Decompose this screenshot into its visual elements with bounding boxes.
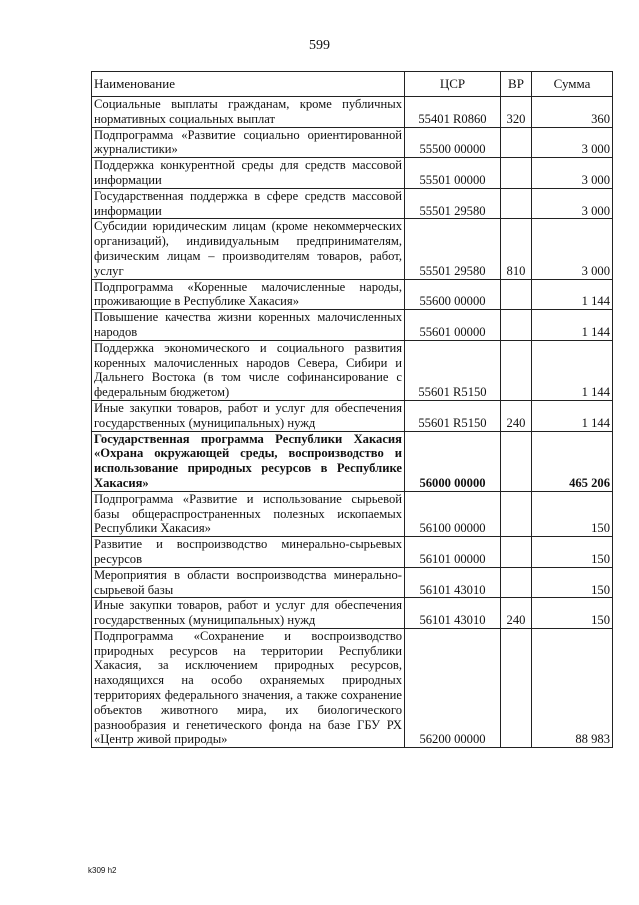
row-csr: 56200 00000 <box>405 628 501 747</box>
row-csr: 55501 00000 <box>405 158 501 189</box>
row-vr: 320 <box>501 97 532 128</box>
page-number: 599 <box>309 38 330 53</box>
row-name: Социальные выплаты гражданам, кроме публичных нормативных социальных выплат <box>92 97 405 128</box>
row-name: Подпрограмма «Развитие социально ориентированной журналистики» <box>92 127 405 158</box>
row-name: Мероприятия в области воспроизводства минерально-сырьевой базы <box>92 567 405 598</box>
row-name: Поддержка конкурентной среды для средств массовой информации <box>92 158 405 189</box>
row-name: Подпрограмма «Развитие и использование сырьевой базы общераспространенных полезных ископаемых Республики Хакасия» <box>92 491 405 536</box>
row-name: Развитие и воспроизводство минерально-сырьевых ресурсов <box>92 537 405 568</box>
row-vr: 810 <box>501 219 532 279</box>
table-row <box>92 628 613 747</box>
row-sum: 465 206 <box>532 431 613 491</box>
row-csr: 56101 43010 <box>405 567 501 598</box>
row-sum: 1 144 <box>532 310 613 341</box>
row-sum: 150 <box>532 567 613 598</box>
row-vr <box>501 567 532 598</box>
row-csr: 55501 29580 <box>405 219 501 279</box>
row-csr: 56101 43010 <box>405 598 501 629</box>
row-vr <box>501 537 532 568</box>
header-sum: Сумма <box>532 72 613 97</box>
row-sum: 3 000 <box>532 219 613 279</box>
row-vr <box>501 628 532 747</box>
row-sum: 360 <box>532 97 613 128</box>
row-csr: 56100 00000 <box>405 491 501 536</box>
row-name: Поддержка экономического и социального развития коренных малочисленных народов Севера, Сибири и Дальнего Востока (в том числе софинансирование с федеральным бюджетом) <box>92 340 405 400</box>
row-name: Иные закупки товаров, работ и услуг для обеспечения государственных (муниципальных) нужд <box>92 598 405 629</box>
row-sum: 1 144 <box>532 400 613 431</box>
row-name: Субсидии юридическим лицам (кроме некоммерческих организаций), индивидуальным предпринимателям, физическим лицам – производителям товаров, работ, услуг <box>92 219 405 279</box>
row-csr: 56000 00000 <box>405 431 501 491</box>
row-name: Подпрограмма «Сохранение и воспроизводство природных ресурсов на территории Республики Хакасия, за исключением природных ресурсов, находящихся на особо охраняемых природных территориях федерального значения, а также сохранение объектов животного мира, их биологического разнообразия и генетического фонда на базе ГБУ РХ «Центр живой природы» <box>92 628 405 747</box>
row-sum: 3 000 <box>532 188 613 219</box>
row-name: Государственная поддержка в сфере средств массовой информации <box>92 188 405 219</box>
row-csr: 55401 R0860 <box>405 97 501 128</box>
table-row <box>92 279 613 310</box>
row-sum: 1 144 <box>532 340 613 400</box>
row-name: Иные закупки товаров, работ и услуг для обеспечения государственных (муниципальных) нужд <box>92 400 405 431</box>
row-sum: 3 000 <box>532 158 613 189</box>
row-vr <box>501 279 532 310</box>
table-row <box>92 598 613 629</box>
table-row-program <box>92 431 613 491</box>
table-row <box>92 491 613 536</box>
row-vr <box>501 310 532 341</box>
row-csr: 55600 00000 <box>405 279 501 310</box>
row-vr: 240 <box>501 400 532 431</box>
footer-code: k309 h2 <box>88 866 117 875</box>
table-row <box>92 97 613 128</box>
row-vr <box>501 431 532 491</box>
table-row <box>92 158 613 189</box>
table-row <box>92 219 613 279</box>
budget-table <box>91 71 613 748</box>
table-header-row <box>92 72 613 97</box>
header-name: Наименование <box>92 72 405 97</box>
header-vr: ВР <box>501 72 532 97</box>
table-row <box>92 340 613 400</box>
row-csr: 55501 29580 <box>405 188 501 219</box>
table-row <box>92 310 613 341</box>
table-row <box>92 188 613 219</box>
row-vr <box>501 127 532 158</box>
table-row <box>92 400 613 431</box>
row-sum: 150 <box>532 537 613 568</box>
row-sum: 150 <box>532 491 613 536</box>
table-row <box>92 537 613 568</box>
row-csr: 55601 R5150 <box>405 340 501 400</box>
table-row <box>92 567 613 598</box>
row-sum: 150 <box>532 598 613 629</box>
table-row <box>92 127 613 158</box>
row-name: Подпрограмма «Коренные малочисленные народы, проживающие в Республике Хакасия» <box>92 279 405 310</box>
row-name: Повышение качества жизни коренных малочисленных народов <box>92 310 405 341</box>
row-sum: 1 144 <box>532 279 613 310</box>
row-vr <box>501 491 532 536</box>
row-csr: 55601 00000 <box>405 310 501 341</box>
row-name: Государственная программа Республики Хакасия «Охрана окружающей среды, воспроизводство и использование природных ресурсов в Республике Хакасия» <box>92 431 405 491</box>
row-vr <box>501 340 532 400</box>
header-csr: ЦСР <box>405 72 501 97</box>
row-vr: 240 <box>501 598 532 629</box>
row-sum: 3 000 <box>532 127 613 158</box>
row-vr <box>501 158 532 189</box>
row-csr: 56101 00000 <box>405 537 501 568</box>
row-vr <box>501 188 532 219</box>
row-csr: 55500 00000 <box>405 127 501 158</box>
row-csr: 55601 R5150 <box>405 400 501 431</box>
row-sum: 88 983 <box>532 628 613 747</box>
